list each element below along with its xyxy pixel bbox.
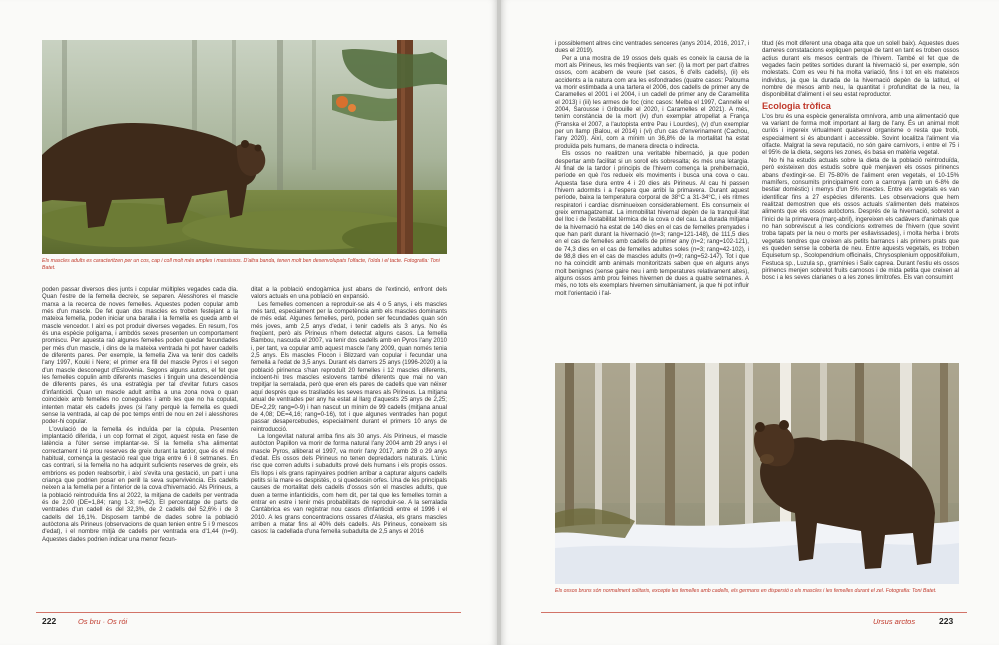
page-number: 223 — [939, 616, 954, 626]
running-head: Os bru · Os rói — [78, 617, 128, 626]
bear-photo-illustration — [42, 40, 447, 254]
paragraph: La longevitat natural arriba fins als 30 anys. Als Pirineus, el mascle autòcton Papillon va morir de forma natural l'any 2004 amb 29 anys i el mascle Pyros, alliberat el 1997, va morir l'any 2017, amb 28 o 29 anys d'edat. Els ossos dels Pirineus no tenen depredadors naturals. L'únic risc que corren adults i subadults prové dels humans i els propis ossos. Els llops i els grans rapinyaires podrien arribar a capturar alguns cadells petits si la mare es despistés, o si quedessin orfes. Una de les principals causes de mortalitat dels cadells d'ossos són el mascles adults, que duen a terme infanticidis, com hem dit, per tal que les femelles tornin a entrar en estre i tenir més probabilitats de reproduir-se. A la serralada Cantàbrica es van registrar nou casos d'infanticidi entre el 1996 i el 2010. A les grans concentracions ossares d'Alaska, els grans mascles arriben a matar fins al 40% dels cadells. Als Pirineus, coneixem sis casos: la cadellada d'una femella subadulta de 2,5 anys el 2016 — [251, 432, 447, 536]
left-page — [0, 0, 497, 645]
brown-bear-forest-photo — [42, 40, 447, 254]
footer-rule — [541, 612, 967, 613]
paragraph: L'ovulació de la femella és induïda per la còpula. Presenten implantació diferida, i un cop format el zigot, aquest resta en fase de latència a l'úter sense implantar-se. Si la femella s'ha alimentat correctament i té prou reserves de greix durant la tardor, que és el més habitual, comença la gestació real que triga entre 6 i 8 setmanes. En cas contrari, si la femella no ha adquirit suficients reserves de greix, els embrions es poden reabsorbir, i així s'evita una gestació, un part i una criança que podrien posar en perill la seva supervivència. Els cadells neixen a la femella per a l'interior de la cova d'hivernació. Als Pirineus, a la població reintroduïda fins al 2022, la mitjana de cadells per ventrada és de 2,00 (DE=1,84; rang 1-3; n=62). El percentatge de parts de ventrades d'un cadell és del 32,3%, de 2 cadells del 52,6% i de 3 cadells del 16,1%. Disposem també de dades sobre la població autòctona als Pirineus (observacions de quan tenien entre 5 i 9 mescos d'edat), i el nombre mitjà de cadells per ventrada era d'1,44 (n=9). Aquestes dades podrien indicar una menor fecun- — [42, 425, 238, 543]
paragraph: ditat a la població endogàmica just abans de l'extinció, enfront dels valors actuals en una població en expansió. — [251, 286, 447, 301]
section-heading: Ecologia tròfica — [762, 100, 831, 111]
paragraph: Les femelles comencen a reproduir-se als 4 o 5 anys, i els mascles més tard, especialment per la competència amb els mascles dominants de més edat. Algunes femelles, però, poden ser fecundades quan són més joves, amb 2,5 anys d'edat, i tenir cadells als 3 anys. No és freqüent, però als Pirineus n'hem detectat alguns casos. La femella Bambou, nascuda el 2007, va tenir dos cadells amb en Pyros l'any 2010 i, per tant, va copular amb aquest mascle l'any 2009, quan només tenia 2,5 anys. Els mascles Flocon i Blizzard van copular i fecundar una femella a l'edat de 3,5 anys. Durant els darrers 25 anys (1996-2020) a la població pirinenca s'han reproduït 20 femelles i 12 mascles diferents, incloent-hi tres mascles eslovens també diferents que mai no van trepitjar la serralada, però que eren els pares de cadells que van néixer aquí després que es traslladés les seves mares als Pirineus. La mitjana anual de ventrades per any ha estat al llarg d'aquests 25 anys de 2,25; DE=2,29; rang=0-9) i han nascut un mínim de 99 cadells (mitjana anual de 4,08; DE=4,16; rang=0-16), tot i que algunes ventrades han pogut passar desapercebudes, especialment durant el primers 10 anys de reintroducció. — [251, 300, 447, 433]
paragraph: i possiblement altres cinc ventrades senceres (anys 2014, 2016, 2017, i dues el 2019). — [555, 40, 749, 55]
paragraph: L'os bru és una espècie generalista omnívora, amb una alimentació que va variant de forma molt important al llarg de l'any. És un animal molt curiós i ingereix virtualment qualsevol organisme o resta que trobi, especialment si és abundant i accessible. Sovint localitza l'aliment via olfacte. Malgrat la seva reputació, no són gaire carnívors, i entre el 75 i el 95% de la dieta, segons les zones, és basa en matèria vegetal. — [762, 112, 959, 157]
right-column-1 — [555, 40, 749, 354]
right-photo-caption: Els ossos bruns són normalment solitaris, excepte les femelles amb cadells, els germans en dispersió o els mascles i les femelles durant el zel. Fotografia: Toni Batet. — [555, 588, 937, 594]
brown-bear-snow-forest-photo — [555, 363, 959, 584]
running-head: Ursus arctos — [873, 617, 916, 626]
left-photo-caption: Els mascles adults es caracteritzen per un cos, cap i coll molt més amples i massissos. D'altra banda, tenen molt ben desenvolupats l'olfacte, l'oïda i el tacte. Fotografia: Toni Batet. — [42, 258, 440, 271]
left-column-1 — [42, 286, 238, 602]
page-number: 222 — [42, 616, 57, 626]
paragraph: poden passar diversos dies junts i copular múltiples vegades cada dia. Quan l'estre de la femella decreix, se separen. Alesshores el mascle marxa a la recerca de noves femelles. Aquestes poden copular amb més d'un mascle. De fet quan dos mascles es troben festejant a la mateixa femella, poden iniciar una baralla i la femella es queda amb el mascle vencedor. I així es pot produir diverses vegades. En resum, l'os és una espècie polígama, i ambdós sexes presenten un comportament promiscu. Per aquesta raó algunes femelles poden quedar fecundades per més d'un mascle, i dins de la mateixa ventrada hi pot haver cadells de diferents pares. Per exemple, la femella Ziva va tenir dos cadells l'any 1997, Kouki i Nere; el primer era fill del mascle Pyros i el segon d'un mascle desconegut d'Eslovènia. Segons alguns autors, el fet que les femelles copulin amb diferents mascles i tinguin una descendència de diferents pares, és una estratègia per tal d'evitar futurs casos d'infanticidi. Quan un mascle adult arriba a una zona nova o quan coincideix amb femelles no conegudes i amb les que no ha copulat, intenten matar els cadells joves (si l'any perquè la femella es quedi sense la ventrada, al cap de poc temps entri de nou en zel i alesshores poder-hi copular. — [42, 286, 238, 426]
paragraph: Els ossos no realitzen una veritable hibernació, ja que poden despertar amb facilitat si un soroll els sobresalta; és més una letargia. Al final de la tardor i principis de l'hivern comença la prehibernació, període en què l'os redueix els moviments i busca una cova o cau. Aquesta fase dura entre 4 i 20 dies als Pirineus. Al cau hi passen l'hivern adormits i a l'espera que arribi la primavera. Durant aquest període, baixa la temperatura corporal de 38°C a 31-34°C, i els ritmes respiratori i cardíac disminueixen considerablement. Els consumeix el greix emmagatzemat. La immobilitat hivernal depèn de la tranquil·litat del lloc i de l'estabilitat tèrmica de la cova o del cau. La durada mitjana de la hivernació ha estat de 140 dies en el cas de femelles prenyades i que han parit durant la hivernació (n=3; rang=121-148), de 111,5 dies en el cas de femelles amb cadells de primer any (n=2; rang=102-121), de 74,3 dies en el cas de femelles adultes soles (n=3; rang=42-102), i de 98,8 dies en el cas de mascles adults (n=9; rang=52-147). Tot i que no ha coincidit amb animals monitoritzats saben que en alguns anys molt benignes (sense gaire neu i amb temperatures relativament altes), alguns ossos amb prou feines hivernen de dues a quatre setmanes. A més, no tots els exemplars hivernen simultàniament, ja que hi pot influir molt l'orientació i l'al- — [555, 150, 749, 297]
footer-rule — [36, 612, 461, 613]
bear-snow-photo-illustration — [555, 363, 959, 584]
paragraph: No hi ha estudis actuals sobre la dieta de la població reintroduïda, però existeixen dos estudis sobre què menjaven els ossos pirinencs abans d'extingir-se. El 75-80% de l'aliment eren vegetals, el 10-15% mamífers, consumits principalment com a carronya (amb un 6-8% de bestiar domèstic) i menys d'un 5% insectes. Entre els vegetals es van identificar fins a 27 espècies diferents. Les observacions que hem realitzat demostren que els ossos actuals s'alimenten dels mateixos aliments que els ossos autòctons. Després de la hivernació, sobretot a l'inici de la primavera (març-abril), ingereixen els cadàvers d'animals que no han sobreviscut a les condicions extremes de l'hivern (que sovint troba tapats per la neu o morts per esllavissades), i molta herba i brots vegetals tendres que creixen als petits barrancs i als primers prats que es queden sense la coberta de neu. Entre aquests vegetals, es troben Equisetum sp., Scolopendrium officinalis, Chrysosplenium oppositifolium, Festuca sp., Luzula sp., gramínies i Salix caprea. Durant l'estiu els ossos pirinencs menjen sobretot fruits carnosos i de mida petita que creixen al bosc i a les seves clarianes o a les zones limítrofes. Els van consumint — [762, 156, 959, 282]
paragraph: titud (és molt diferent una obaga alta que un solell baix). Aquestes dues darreres constatacions expliquen perquè de tant en tant es troben ossos actius durant els mesos centrals de l'hivern. També el fet que de vegades facin petites sortides durant la hivernació si, per exemple, són molestats. Com es veu hi ha molta variació, fins i tot en els mateixos individus, ja que la durada de la hivernació depèn de la latitud, el nombre de mesos amb neu, la quantitat i profunditat de la neu, la disponibilitat d'aliment i el seu estat reproductor. — [762, 40, 959, 99]
left-column-2 — [251, 286, 447, 602]
paragraph: Per a una mostra de 19 ossos dels quals es coneix la causa de la mort als Pirineus, les més freqüents van ser: (i) la mort per part d'altres ossos, com acabem de veure (set casos, 6 d'ells cadells), (ii) els accidents a la natura com ara les esfondrades (quatre casos: Palouma va morir estimbada a una tartera el 2006, dos cadells de primer any de Caramelles el 2001 i el 2004, i un cadell de primer any de Caramellita el 2013) i (iii) les armes de foc (cinc casos: Melba el 1997, Cannelle el 2004, Sarousse i Gribouille el 2020, i Caramelles el 2021). A més, tenim constància de la mort (iv) d'un exemplar atropellat a França (Franska el 2007, a l'autopista entre Pau i Lourdes), (v) d'un exemplar per un llamp (Balou, el 2014) i (vi) d'un cas d'enverinament (Cachou, l'any 2020). Així, com a mínim un 36,8% de la mortalitat ha estat produïda pels humans, de manera directa o indirecta. — [555, 54, 749, 150]
right-page — [501, 0, 999, 645]
right-column-2 — [762, 40, 959, 354]
